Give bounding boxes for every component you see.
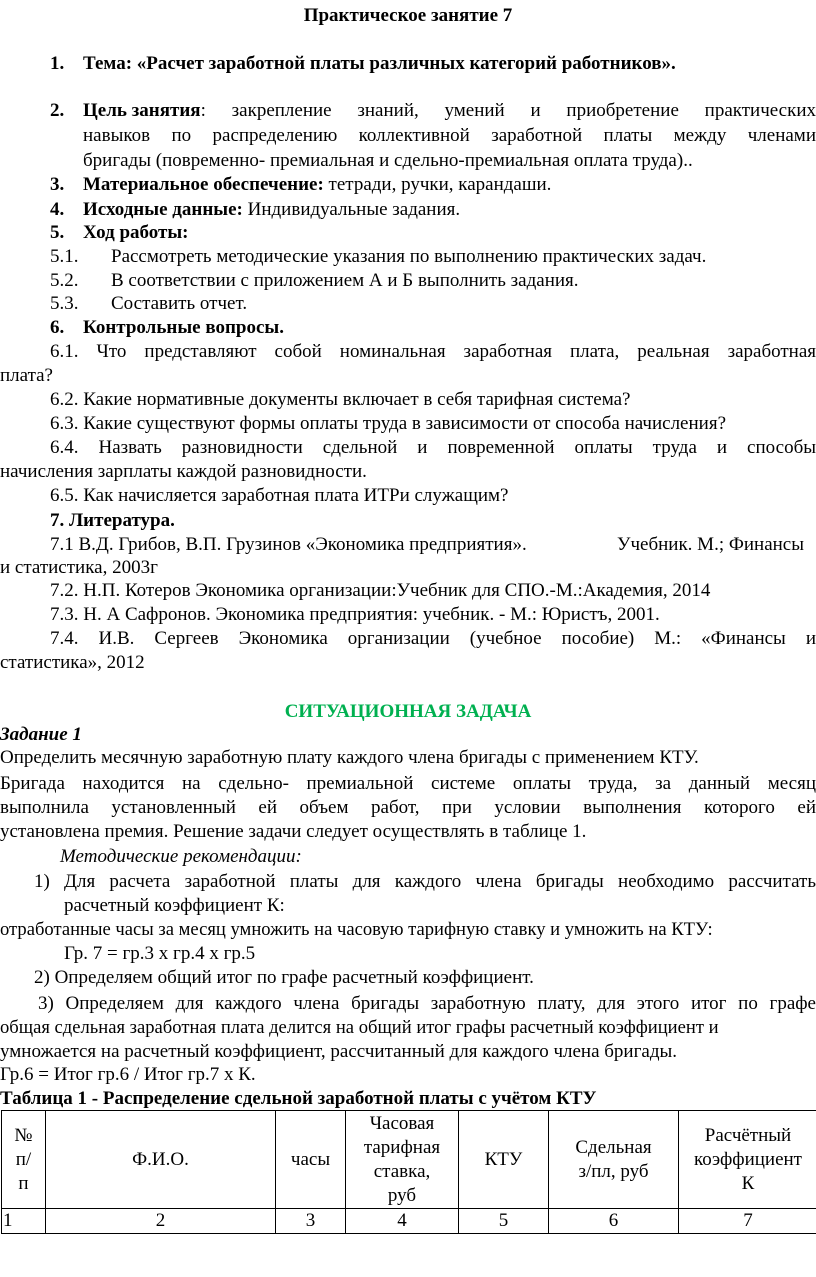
header-number — [2, 1111, 46, 1209]
literature-heading: 7. Литература. — [50, 510, 175, 531]
step-text: Рассмотреть методические указания по выполнению практических задач. — [111, 246, 707, 267]
table-number-row — [2, 1209, 816, 1234]
question-5: 6.5. Как начисляется заработная плата ИТРи служащим? — [50, 485, 509, 506]
material-number: 3. — [50, 174, 65, 195]
material-text: тетради, ручки, карандаши. — [323, 174, 552, 195]
material-line — [83, 173, 551, 197]
question-2: 6.2. Какие нормативные документы включает в себя тарифная система? — [50, 389, 631, 410]
topic-line — [83, 52, 676, 76]
page-title: Практическое занятие 7 — [303, 5, 513, 26]
header-line: часы — [290, 1148, 331, 1170]
method-3-line-3: умножается на расчетный коэффициент, рассчитанный для каждого члена бригады. — [0, 1041, 678, 1062]
source-line — [83, 198, 460, 222]
method-3-line-2: общая сдельная заработная плата делится на общий итог графы расчетный коэффициент и — [0, 1017, 719, 1038]
task-paragraph-2-line-3: установлена премия. Решение задачи следует осуществлять в таблице 1. — [0, 821, 587, 842]
method-1-line-2: расчетный коэффициент К: — [64, 895, 285, 916]
header-line: КТУ — [484, 1148, 523, 1170]
header-fio — [46, 1111, 276, 1209]
column-number-cell: 5 — [459, 1209, 549, 1234]
column-number-cell: 2 — [46, 1209, 276, 1234]
goal-number: 2. — [50, 100, 65, 121]
source-text: Индивидуальные задания. — [242, 199, 461, 220]
topic-text: «Расчет заработной платы различных категорий работников». — [132, 53, 676, 74]
situation-heading: СИТУАЦИОННАЯ ЗАДАЧА — [284, 701, 532, 722]
column-number-cell: 3 — [276, 1209, 346, 1234]
salary-table — [1, 1110, 816, 1234]
question-1-line-2: плата? — [0, 365, 53, 386]
goal-text-3: бригады (повременно- премиальная и сдельно-премиальная оплата труда).. — [83, 150, 693, 171]
literature-4-line-1: 7.4. И.В. Сергеев Экономика организации (учебное пособие) М.: «Финансы и — [50, 628, 816, 649]
header-line: з/пл, руб — [578, 1160, 649, 1182]
header-line: п — [18, 1172, 29, 1194]
literature-2: 7.2. Н.П. Котеров Экономика организации:Учебник для СПО.-М.:Академия, 2014 — [50, 580, 711, 601]
material-label: Материальное обеспечение: — [83, 174, 324, 195]
questions-label: Контрольные вопросы. — [83, 317, 284, 338]
step-number: 5.2. — [50, 270, 79, 291]
table-header-row — [2, 1111, 816, 1209]
header-coefficient — [679, 1111, 816, 1209]
goal-text-1: : закрепление знаний, умений и приобретение практических — [200, 100, 816, 121]
literature-1-a: 7.1 В.Д. Грибов, В.П. Грузинов «Экономика предприятия». — [50, 534, 527, 555]
literature-1-b: Учебник. М.; Финансы — [617, 534, 804, 555]
question-4-line-2: начисления зарплаты каждой разновидности. — [0, 461, 367, 482]
goal-text-2: навыков по распределению коллективной заработной платы между членами — [83, 125, 816, 146]
progress-label: Ход работы: — [83, 222, 189, 243]
topic-number: 1. — [50, 53, 65, 74]
goal-line-1 — [83, 99, 816, 123]
formula-2: Гр.6 = Итог гр.6 / Итог гр.7 х К. — [0, 1064, 256, 1085]
method-1-line-1: Для расчета заработной платы для каждого члена бригады необходимо рассчитать — [64, 871, 816, 892]
source-label: Исходные данные: — [83, 199, 243, 220]
progress-number: 5. — [50, 222, 65, 243]
header-ktu — [459, 1111, 549, 1209]
topic-label: Тема: — [83, 53, 133, 74]
column-number-cell: 1 — [2, 1209, 46, 1234]
source-number: 4. — [50, 199, 65, 220]
header-line: Расчётный — [704, 1124, 792, 1146]
header-hours — [276, 1111, 346, 1209]
questions-number: 6. — [50, 317, 65, 338]
literature-3: 7.3. Н. А Сафронов. Экономика предприятия: учебник. - М.: Юристъ, 2001. — [50, 604, 660, 625]
header-line: Сдельная — [575, 1136, 652, 1158]
formula-1: Гр. 7 = гр.3 х гр.4 х гр.5 — [64, 943, 256, 964]
goal-label: Цель занятия — [83, 100, 201, 121]
header-line: К — [741, 1172, 755, 1194]
method-1-line-3: отработанные часы за месяц умножить на часовую тарифную ставку и умножить на КТУ: — [0, 919, 713, 940]
method-label: Методические рекомендации: — [60, 846, 302, 867]
header-hourly-rate — [346, 1111, 459, 1209]
step-text: В соответствии с приложением А и Б выполнить задания. — [111, 270, 579, 291]
table-caption: Таблица 1 - Распределение сдельной заработной платы с учётом КТУ — [0, 1088, 597, 1109]
column-number-cell: 6 — [549, 1209, 679, 1234]
question-4-line-1: 6.4. Назвать разновидности сдельной и повременной оплаты труда и способы — [50, 437, 816, 458]
method-2: 2) Определяем общий итог по графе расчетный коэффициент. — [34, 967, 534, 988]
literature-1-line-2: и статистика, 2003г — [0, 557, 158, 578]
header-piece-salary — [549, 1111, 679, 1209]
header-line: Часовая — [369, 1112, 435, 1134]
step-number: 5.1. — [50, 246, 79, 267]
header-line: ставка, — [373, 1160, 431, 1182]
header-line: коэффициент — [694, 1148, 802, 1170]
task-paragraph-2-line-2: выполнила установленный ей объем работ, при условии выполнения которого ей — [0, 797, 816, 818]
question-1-line-1: 6.1. Что представляют собой номинальная заработная плата, реальная заработная — [50, 341, 816, 362]
literature-4-line-2: статистика», 2012 — [0, 652, 145, 673]
step-text: Составить отчет. — [111, 293, 248, 314]
column-number-cell: 4 — [346, 1209, 459, 1234]
method-1-number: 1) — [34, 871, 50, 892]
task-paragraph-1: Определить месячную заработную плату каждого члена бригады с применением КТУ. — [0, 747, 699, 768]
header-line: Ф.И.О. — [132, 1148, 189, 1170]
header-line: п/ — [15, 1148, 32, 1170]
header-line: тарифная — [363, 1136, 441, 1158]
header-line: № — [14, 1124, 33, 1146]
header-line: руб — [387, 1184, 417, 1206]
step-number: 5.3. — [50, 293, 79, 314]
task-label: Задание 1 — [0, 724, 82, 745]
question-3: 6.3. Какие существуют формы оплаты труда в зависимости от способа начисления? — [50, 413, 727, 434]
task-paragraph-2-line-1: Бригада находится на сдельно- премиальной системе оплаты труда, за данный месяц — [0, 773, 816, 794]
column-number-cell: 7 — [679, 1209, 816, 1234]
method-3-line-1: 3) Определяем для каждого члена бригады заработную плату, для этого итог по графе — [38, 993, 816, 1014]
